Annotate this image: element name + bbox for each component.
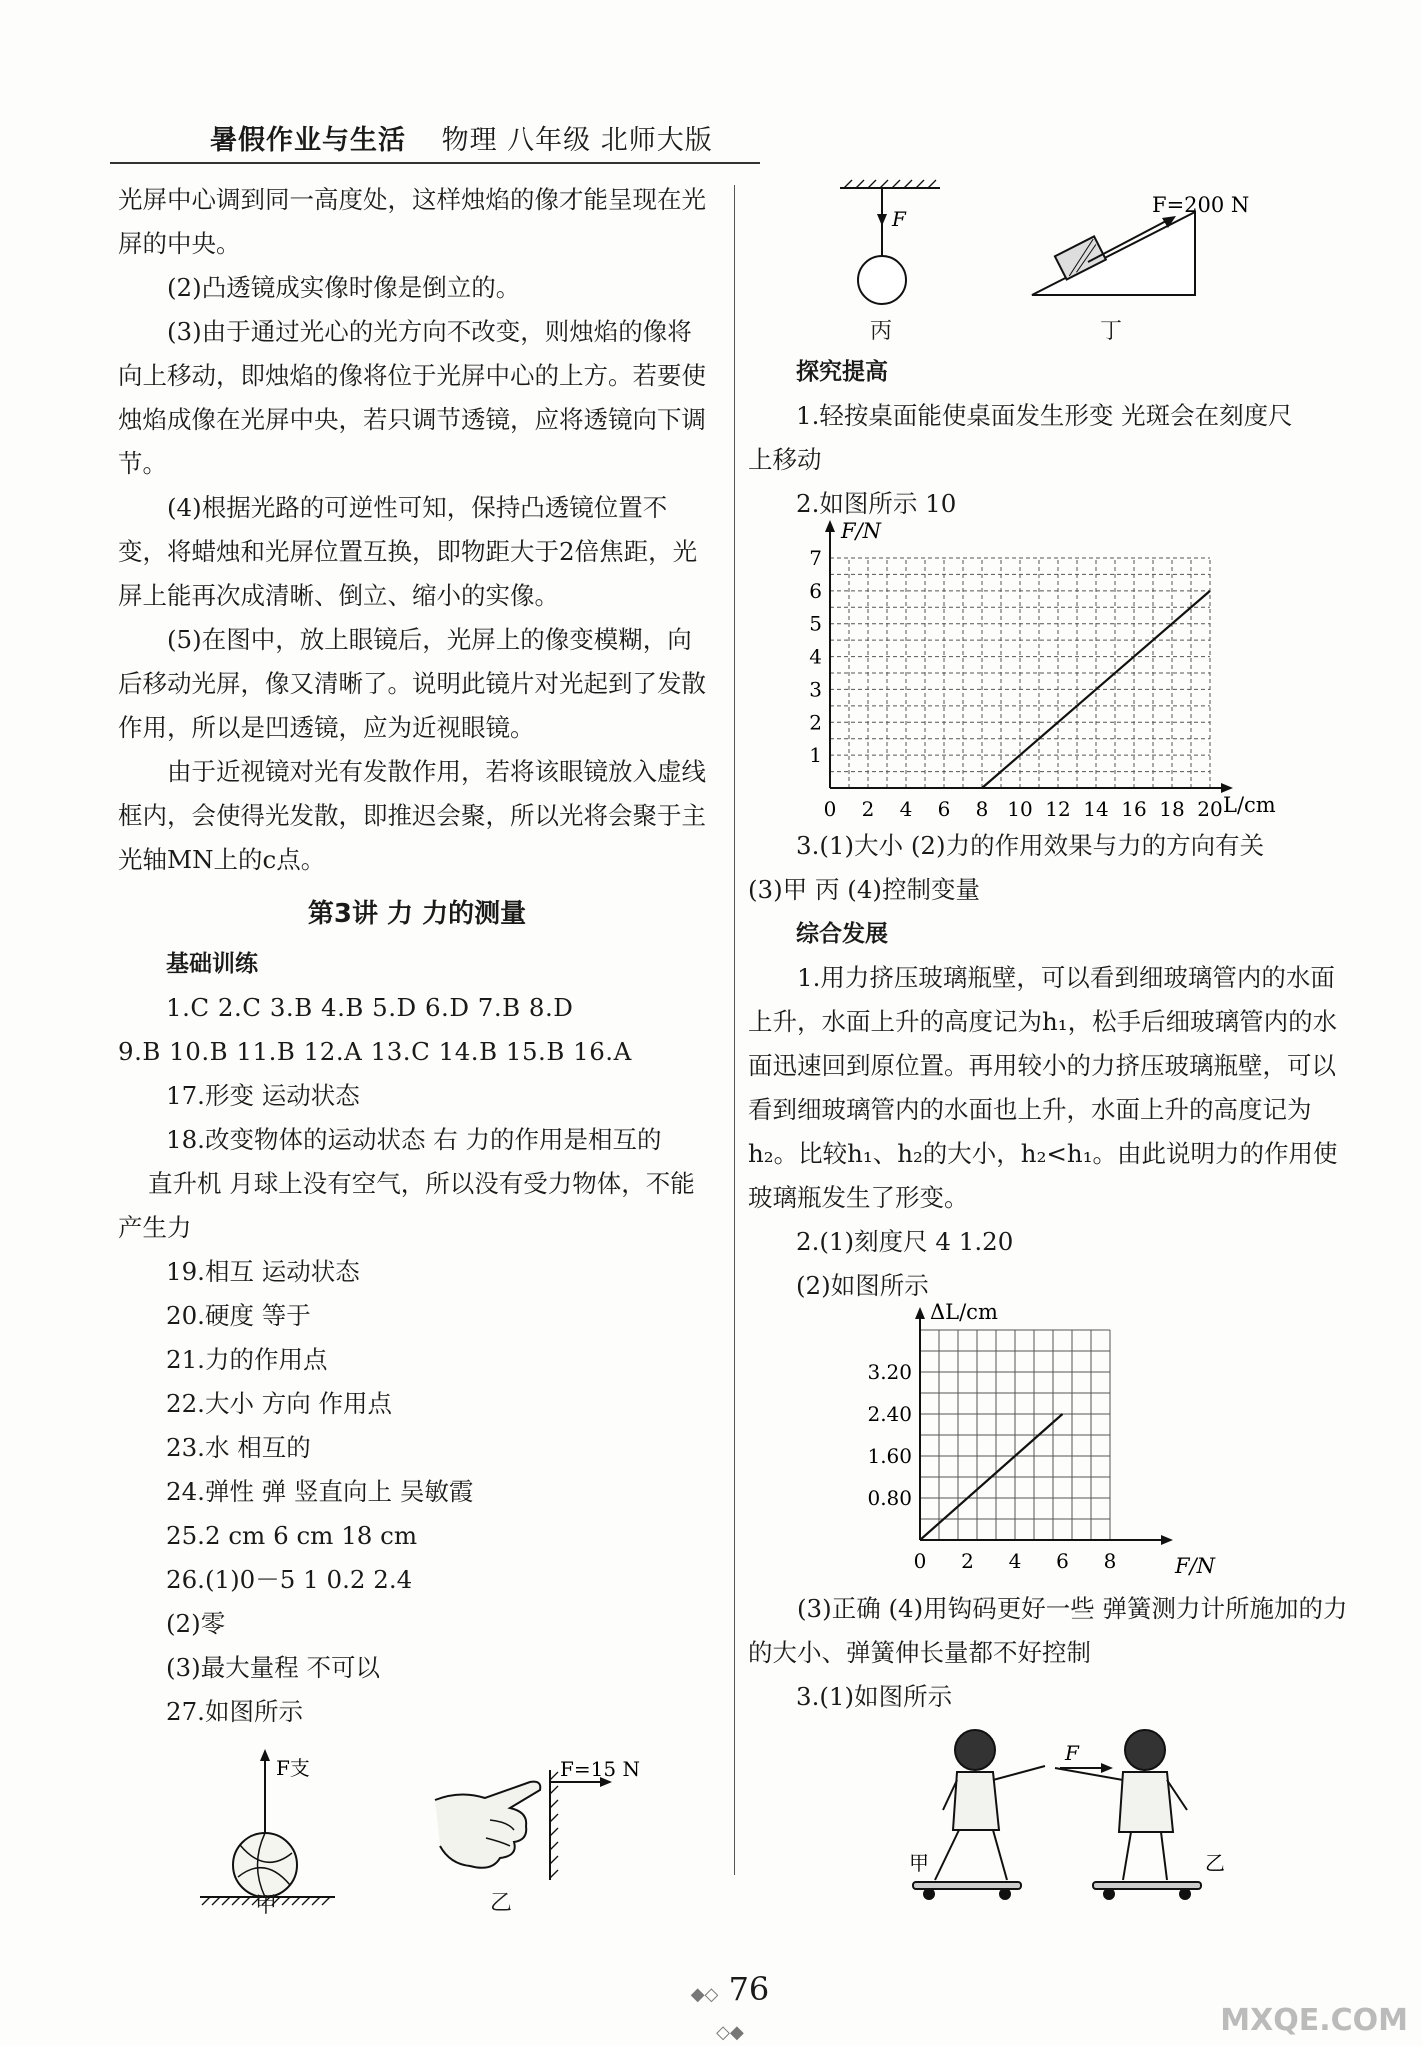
text-p5: (5)在图中，放上眼镜后，光屏上的像变模糊，向后移动光屏，像又清晰了。说明此镜片对光起到了发散作用，所以是凹透镜，应为近视眼镜。 [118,625,706,742]
force-label-15n: F=15 N [560,1760,640,1781]
x-tick-label: 4 [899,797,913,818]
y-tick-label: 1 [809,743,822,768]
explore-1: 1.轻按桌面能使桌面发生形变 光斑会在刻度尺 [796,401,1293,430]
x-tick-label: 16 [1121,797,1147,818]
x-axis-arrow [1221,783,1233,793]
y-axis-arrow [915,1307,925,1319]
answer-18: 18.改变物体的运动状态 右 力的作用是相互的 [166,1125,662,1154]
y-tick-label: 2.40 [867,1402,912,1426]
answer-18-line3: 产生力 [118,1213,192,1242]
x-tick-label: 8 [975,797,989,818]
answer-26: 26.(1)0－5 1 0.2 2.4 [166,1565,413,1594]
figure-jia-label: 甲 [255,1893,278,1918]
x-axis-arrow [1161,1535,1173,1545]
x-tick-label: 6 [1056,1549,1069,1573]
y-tick-label: 4 [809,644,822,669]
chart-f-vs-l [795,508,1295,818]
explore-2: 2.如图所示 10 [796,489,957,518]
y-axis-arrow [825,520,835,532]
comp-1: 1.用力挤压玻璃瓶壁，可以看到细玻璃管内的水面上升，水面上升的高度记为h₁，松手后细玻璃管内的水面迅速回到原位置。再用较小的力挤压玻璃瓶壁，可以看到细玻璃管内的水面也上升，水面上升的高度记为h₂。比较h₁、h₂的大小，h₂<h₁。由此说明力的作用使玻璃瓶发生了形变。 [748,963,1338,1212]
x-tick-label: 12 [1045,797,1071,818]
x-tick-label: 2 [961,1549,974,1573]
right-column [748,350,1348,526]
comp-2-3: (3)正确 (4)用钩码更好一些 弹簧测力计所施加的力的大小、弹簧伸长量都不好控制 [748,1594,1348,1667]
answer-27: 27.如图所示 [166,1697,303,1726]
x-tick-label: 20 [1197,797,1223,818]
answer-18-line2: 直升机 月球上没有空气，所以没有受力物体，不能 [148,1169,695,1198]
x-tick-label: 0 [823,797,837,818]
header-rule [110,162,760,164]
answer-21: 21.力的作用点 [166,1345,328,1374]
x-tick-label: 0 [913,1549,927,1573]
force-label-f: F [892,207,906,231]
y-tick-label: 3 [809,677,822,702]
section-title: 第3讲 力 力的测量 [307,899,527,929]
right-column-2 [748,824,1348,1308]
explore-3: 3.(1)大小 (2)力的作用效果与力的方向有关 [796,831,1265,860]
mcq-row-2: 9.B 10.B 11.B 12.A 13.C 14.B 15.B 16.A [118,1037,632,1066]
answer-20: 20.硬度 等于 [166,1301,311,1330]
figure-bing-label: 丙 [870,319,893,344]
explore-1-line2: 上移动 [748,445,822,474]
text-p2: (2)凸透镜成实像时像是倒立的。 [167,273,521,302]
page-header [210,118,713,157]
x-tick-label: 18 [1159,797,1185,818]
answer-25: 25.2 cm 6 cm 18 cm [166,1521,418,1550]
watermark: MXQE.COM [1220,2003,1408,2038]
people-yi-label: 乙 [1205,1851,1225,1875]
people-force-label: F [1065,1741,1079,1765]
figure-hanging-ball [830,178,970,313]
answer-19: 19.相互 运动状态 [166,1257,360,1286]
y-tick-label: 7 [809,546,822,570]
y-tick-label: 0.80 [867,1486,912,1510]
x-tick-label: 2 [861,797,875,818]
y-tick-label: 2 [809,710,822,735]
figure-ding-label: 丁 [1100,319,1123,344]
chart-dl-vs-f [860,1295,1240,1585]
mcq-row-1: 1.C 2.C 3.B 4.B 5.D 6.D 7.B 8.D [166,993,574,1022]
comp-3: 3.(1)如图所示 [796,1682,953,1711]
force-label-up: F支 [276,1756,310,1780]
text-p6: 由于近视镜对光有发散作用，若将该眼镜放入虚线框内，会使得光发散，即推迟会聚，所以光将会聚于主光轴MN上的c点。 [118,757,706,874]
x-tick-label: 10 [1007,797,1033,818]
book-title: 暑假作业与生活 [210,125,406,156]
x-tick-label: 8 [1103,1549,1117,1573]
x-tick-label: 4 [1008,1549,1022,1573]
y-tick-label: 1.60 [867,1444,912,1468]
answer-22: 22.大小 方向 作用点 [166,1389,393,1418]
chart2-ylabel: ΔL/cm [930,1300,998,1324]
column-divider [734,185,735,1875]
figure-hand [430,1760,660,1890]
explore-title: 探究提高 [796,359,888,385]
figure-skateboard-people [895,1720,1295,1910]
answer-24: 24.弹性 弹 竖直向上 吴敏霞 [166,1477,474,1506]
comp-2-2: (2)如图所示 [796,1271,929,1300]
answer-17: 17.形变 运动状态 [166,1081,360,1110]
force-label-200n: F=200 N [1152,193,1250,217]
page-number-text: 76 [728,1970,770,2008]
x-tick-label: 14 [1083,797,1109,818]
comprehensive-title: 综合发展 [796,921,888,947]
y-tick-label: 3.20 [867,1360,912,1384]
chart1-ylabel: F/N [841,519,882,543]
x-tick-label: 6 [937,797,951,818]
answer-26-3: (3)最大量程 不可以 [166,1653,380,1682]
figure-yi-label: 乙 [490,1891,513,1916]
comp-2: 2.(1)刻度尺 4 1.20 [796,1227,1014,1256]
text-p4: (4)根据光路的可逆性可知，保持凸透镜位置不变，将蜡烛和光屏位置互换，即物距大于2倍焦距，光屏上能再次成清晰、倒立、缩小的实像。 [118,493,698,610]
figure-incline [1030,190,1270,300]
text-p3: (3)由于通过光心的光方向不改变，则烛焰的像将向上移动，即烛焰的像将位于光屏中心的上方。若要使烛焰成像在光屏中央，若只调节透镜，应将透镜向下调节。 [118,317,706,478]
basic-training-title: 基础训练 [166,951,258,977]
y-tick-label: 5 [809,611,822,636]
chart2-xlabel: F/N [1175,1554,1216,1578]
right-column-3 [748,1587,1348,1719]
answer-23: 23.水 相互的 [166,1433,311,1462]
page-number: ◆◇ 76 ◇◆ [690,1970,770,2043]
chart1-xlabel: L/cm [1223,793,1276,817]
subject-line: 物理 八年级 北师大版 [441,125,713,156]
answer-26-2: (2)零 [166,1609,226,1638]
text-p1: 光屏中心调到同一高度处，这样烛焰的像才能呈现在光屏的中央。 [118,185,706,258]
explore-3-line2: (3)甲 丙 (4)控制变量 [748,875,980,904]
people-jia-label: 甲 [909,1851,929,1875]
y-tick-label: 6 [809,578,822,603]
left-column [118,178,716,1734]
